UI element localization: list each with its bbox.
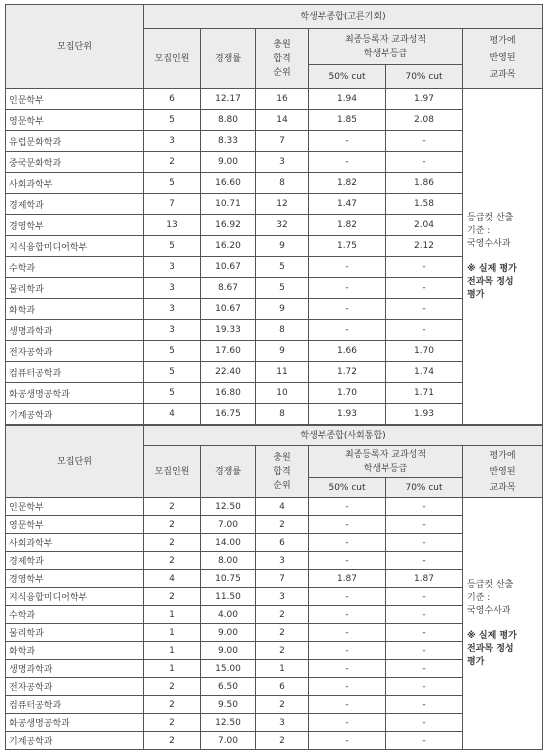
competition-cell: 10.67 — [201, 299, 256, 320]
cut70-cell: 1.86 — [386, 173, 463, 194]
unit-cell: 화학과 — [6, 642, 144, 660]
unit-cell: 화공생명공학과 — [6, 383, 144, 404]
competition-cell: 8.80 — [201, 110, 256, 131]
competition-cell: 8.33 — [201, 131, 256, 152]
competition-cell: 11.50 — [201, 588, 256, 606]
recruit-cell: 3 — [144, 131, 201, 152]
rank-cell: 2 — [256, 696, 309, 714]
unit-cell: 기계공학과 — [6, 404, 144, 425]
unit-cell: 생명과학과 — [6, 660, 144, 678]
cut50-cell: - — [309, 678, 386, 696]
competition-cell: 22.40 — [201, 362, 256, 383]
table-body — [6, 89, 543, 425]
competition-cell: 8.67 — [201, 278, 256, 299]
unit-cell: 지식융합미디어학부 — [6, 588, 144, 606]
unit-cell: 기계공학과 — [6, 732, 144, 750]
recruit-cell: 3 — [144, 299, 201, 320]
header-cut70: 70% cut — [386, 478, 463, 498]
note-line2: 기준 : — [467, 592, 491, 603]
header-unit: 모집단위 — [6, 426, 144, 498]
unit-cell: 물리학과 — [6, 278, 144, 299]
cut50-cell: - — [309, 660, 386, 678]
table-row — [6, 714, 543, 732]
table-row — [6, 110, 543, 131]
table-row — [6, 257, 543, 278]
unit-cell: 컴퓨터공학과 — [6, 362, 144, 383]
cut70-cell: - — [386, 588, 463, 606]
cut50-cell: 1.75 — [309, 236, 386, 257]
cut50-cell: 1.93 — [309, 404, 386, 425]
recruit-cell: 5 — [144, 173, 201, 194]
cut70-cell: 1.71 — [386, 383, 463, 404]
rank-cell: 9 — [256, 299, 309, 320]
table-row — [6, 131, 543, 152]
competition-cell: 4.00 — [201, 606, 256, 624]
note-line4: ※ 실제 평가 — [467, 263, 517, 274]
rank-cell: 11 — [256, 362, 309, 383]
competition-cell: 16.92 — [201, 215, 256, 236]
competition-cell: 16.20 — [201, 236, 256, 257]
note-line4: ※ 실제 평가 — [467, 630, 517, 641]
table-row — [6, 534, 543, 552]
note-line3: 국영수사과 — [467, 238, 511, 249]
recruit-cell: 2 — [144, 498, 201, 516]
rank-cell: 10 — [256, 383, 309, 404]
recruit-cell: 2 — [144, 714, 201, 732]
header-rank: 충원 합격 순위 — [256, 446, 309, 498]
header-competition: 경쟁률 — [201, 29, 256, 89]
cut50-cell: 1.66 — [309, 341, 386, 362]
unit-cell: 경제학과 — [6, 194, 144, 215]
recruit-cell: 6 — [144, 89, 201, 110]
table-row — [6, 152, 543, 173]
note-line1: 등급컷 산출 — [467, 212, 514, 223]
header-recruit: 모집인원 — [144, 29, 201, 89]
cut50-cell: - — [309, 624, 386, 642]
cut70-cell: - — [386, 732, 463, 750]
unit-cell: 컴퓨터공학과 — [6, 696, 144, 714]
table-row — [6, 236, 543, 257]
rank-cell: 3 — [256, 552, 309, 570]
cut50-cell: 1.94 — [309, 89, 386, 110]
recruit-cell: 1 — [144, 606, 201, 624]
cut70-cell: - — [386, 642, 463, 660]
note-line6: 평가 — [467, 289, 485, 300]
competition-cell: 9.00 — [201, 624, 256, 642]
cut70-cell: 1.87 — [386, 570, 463, 588]
header-group: 학생부종합(고른기회) — [144, 5, 543, 29]
unit-cell: 화공생명공학과 — [6, 714, 144, 732]
recruit-cell: 5 — [144, 341, 201, 362]
unit-cell: 인문학부 — [6, 89, 144, 110]
cut70-cell: - — [386, 278, 463, 299]
rank-cell: 3 — [256, 588, 309, 606]
competition-cell: 6.50 — [201, 678, 256, 696]
cut50-cell: - — [309, 642, 386, 660]
rank-cell: 8 — [256, 404, 309, 425]
unit-cell: 전자공학과 — [6, 678, 144, 696]
competition-cell: 10.71 — [201, 194, 256, 215]
cut70-cell: - — [386, 152, 463, 173]
competition-cell: 15.00 — [201, 660, 256, 678]
cut70-cell: - — [386, 299, 463, 320]
header-subject: 평가에 반영된 교과목 — [463, 29, 543, 89]
competition-cell: 7.00 — [201, 732, 256, 750]
cut70-cell: 1.93 — [386, 404, 463, 425]
recruit-cell: 3 — [144, 278, 201, 299]
recruit-cell: 7 — [144, 194, 201, 215]
cut70-cell: 1.58 — [386, 194, 463, 215]
note-line6: 평가 — [467, 656, 485, 667]
cut50-cell: - — [309, 588, 386, 606]
table-row — [6, 570, 543, 588]
recruit-cell: 3 — [144, 257, 201, 278]
competition-cell: 12.17 — [201, 89, 256, 110]
unit-cell: 지식융합미디어학부 — [6, 236, 144, 257]
recruit-cell: 1 — [144, 642, 201, 660]
cut50-cell: - — [309, 152, 386, 173]
rank-cell: 2 — [256, 642, 309, 660]
rank-cell: 2 — [256, 606, 309, 624]
table-row — [6, 696, 543, 714]
table-row — [6, 341, 543, 362]
unit-cell: 유럽문화학과 — [6, 131, 144, 152]
competition-cell: 10.75 — [201, 570, 256, 588]
cut50-cell: - — [309, 257, 386, 278]
header-competition: 경쟁률 — [201, 446, 256, 498]
recruit-cell: 2 — [144, 588, 201, 606]
note-line3: 국영수사과 — [467, 605, 511, 616]
rank-cell: 5 — [256, 278, 309, 299]
table-row — [6, 588, 543, 606]
rank-cell: 9 — [256, 341, 309, 362]
rank-cell: 16 — [256, 89, 309, 110]
cut70-cell: 2.08 — [386, 110, 463, 131]
note-line2: 기준 : — [467, 225, 491, 236]
cut70-cell: - — [386, 534, 463, 552]
table-row — [6, 278, 543, 299]
cut50-cell: 1.87 — [309, 570, 386, 588]
rank-cell: 12 — [256, 194, 309, 215]
table-row — [6, 552, 543, 570]
cut70-cell: - — [386, 696, 463, 714]
header-cut50: 50% cut — [309, 65, 386, 89]
table-row — [6, 678, 543, 696]
cut50-cell: - — [309, 732, 386, 750]
cut70-cell: - — [386, 498, 463, 516]
unit-cell: 사회과학부 — [6, 173, 144, 194]
rank-cell: 4 — [256, 498, 309, 516]
competition-cell: 9.00 — [201, 642, 256, 660]
recruit-cell: 5 — [144, 236, 201, 257]
table-row — [6, 299, 543, 320]
unit-cell: 화학과 — [6, 299, 144, 320]
table-row — [6, 660, 543, 678]
header-rank: 충원 합격 순위 — [256, 29, 309, 89]
cut70-cell: - — [386, 131, 463, 152]
header-group: 학생부종합(사회통합) — [144, 426, 543, 446]
recruit-cell: 5 — [144, 362, 201, 383]
cut50-cell: - — [309, 299, 386, 320]
rank-cell: 32 — [256, 215, 309, 236]
unit-cell: 인문학부 — [6, 498, 144, 516]
recruit-cell: 2 — [144, 552, 201, 570]
cut50-cell: - — [309, 498, 386, 516]
cut70-cell: 1.74 — [386, 362, 463, 383]
cut50-cell: 1.82 — [309, 173, 386, 194]
unit-cell: 중국문화학과 — [6, 152, 144, 173]
header-cut70: 70% cut — [386, 65, 463, 89]
cut70-cell: - — [386, 552, 463, 570]
header-unit: 모집단위 — [6, 5, 144, 89]
unit-cell: 경제학과 — [6, 552, 144, 570]
table-body — [6, 498, 543, 750]
cut50-cell: - — [309, 516, 386, 534]
competition-cell: 17.60 — [201, 341, 256, 362]
competition-cell: 16.80 — [201, 383, 256, 404]
cut70-cell: - — [386, 257, 463, 278]
rank-cell: 3 — [256, 714, 309, 732]
cut50-cell: - — [309, 696, 386, 714]
note-line5: 전과목 정성 — [467, 276, 514, 287]
unit-cell: 전자공학과 — [6, 341, 144, 362]
table-row — [6, 404, 543, 425]
header-cut50: 50% cut — [309, 478, 386, 498]
rank-cell: 14 — [256, 110, 309, 131]
recruit-cell: 5 — [144, 383, 201, 404]
competition-cell: 16.75 — [201, 404, 256, 425]
cut50-cell: 1.72 — [309, 362, 386, 383]
note-line5: 전과목 정성 — [467, 643, 514, 654]
cut50-cell: 1.85 — [309, 110, 386, 131]
unit-cell: 경영학부 — [6, 215, 144, 236]
rank-cell: 1 — [256, 660, 309, 678]
cut70-cell: - — [386, 606, 463, 624]
rank-cell: 6 — [256, 678, 309, 696]
unit-cell: 사회과학부 — [6, 534, 144, 552]
competition-cell: 12.50 — [201, 498, 256, 516]
table-row — [6, 624, 543, 642]
table-row — [6, 606, 543, 624]
recruit-cell: 4 — [144, 404, 201, 425]
recruit-cell: 2 — [144, 516, 201, 534]
cut70-cell: 1.70 — [386, 341, 463, 362]
cut50-cell: - — [309, 278, 386, 299]
rank-cell: 7 — [256, 131, 309, 152]
recruit-cell: 1 — [144, 660, 201, 678]
recruit-cell: 2 — [144, 696, 201, 714]
cut70-cell: - — [386, 516, 463, 534]
unit-cell: 물리학과 — [6, 624, 144, 642]
recruit-cell: 2 — [144, 732, 201, 750]
competition-cell: 9.50 — [201, 696, 256, 714]
cut50-cell: - — [309, 606, 386, 624]
competition-cell: 8.00 — [201, 552, 256, 570]
unit-cell: 경영학부 — [6, 570, 144, 588]
unit-cell: 영문학부 — [6, 516, 144, 534]
competition-cell: 16.60 — [201, 173, 256, 194]
cut70-cell: - — [386, 660, 463, 678]
unit-cell: 수학과 — [6, 257, 144, 278]
rank-cell: 8 — [256, 173, 309, 194]
cut50-cell: 1.82 — [309, 215, 386, 236]
admission-table-sahoetonghap — [5, 425, 543, 750]
header-subject: 평가에 반영된 교과목 — [463, 446, 543, 498]
table-row — [6, 362, 543, 383]
cut70-cell: - — [386, 714, 463, 732]
cut50-cell: - — [309, 552, 386, 570]
unit-cell: 수학과 — [6, 606, 144, 624]
recruit-cell: 2 — [144, 152, 201, 173]
cut70-cell: - — [386, 678, 463, 696]
recruit-cell: 3 — [144, 320, 201, 341]
table-row — [6, 516, 543, 534]
cut70-cell: 2.04 — [386, 215, 463, 236]
cut50-cell: - — [309, 320, 386, 341]
cut70-cell: 1.97 — [386, 89, 463, 110]
table-row — [6, 642, 543, 660]
rank-cell: 2 — [256, 516, 309, 534]
table-row — [6, 194, 543, 215]
competition-cell: 19.33 — [201, 320, 256, 341]
admission-table-goreungihoe — [5, 4, 543, 425]
cut50-cell: - — [309, 534, 386, 552]
subject-note — [463, 498, 543, 750]
recruit-cell: 13 — [144, 215, 201, 236]
cut50-cell: - — [309, 714, 386, 732]
rank-cell: 6 — [256, 534, 309, 552]
rank-cell: 9 — [256, 236, 309, 257]
table-row — [6, 215, 543, 236]
cut50-cell: 1.70 — [309, 383, 386, 404]
header-grade: 최종등록자 교과성적 학생부등급 — [309, 446, 463, 478]
competition-cell: 14.00 — [201, 534, 256, 552]
recruit-cell: 1 — [144, 624, 201, 642]
table-row — [6, 383, 543, 404]
rank-cell: 3 — [256, 152, 309, 173]
table-row — [6, 320, 543, 341]
table-row — [6, 732, 543, 750]
recruit-cell: 2 — [144, 534, 201, 552]
cut70-cell: - — [386, 624, 463, 642]
table-row — [6, 173, 543, 194]
header-recruit: 모집인원 — [144, 446, 201, 498]
unit-cell: 생명과학과 — [6, 320, 144, 341]
note-line1: 등급컷 산출 — [467, 579, 514, 590]
rank-cell: 7 — [256, 570, 309, 588]
cut50-cell: - — [309, 131, 386, 152]
recruit-cell: 2 — [144, 678, 201, 696]
rank-cell: 5 — [256, 257, 309, 278]
subject-note — [463, 89, 543, 425]
recruit-cell: 4 — [144, 570, 201, 588]
rank-cell: 2 — [256, 732, 309, 750]
competition-cell: 7.00 — [201, 516, 256, 534]
table-row — [6, 89, 543, 110]
header-grade: 최종등록자 교과성적 학생부등급 — [309, 29, 463, 65]
cut50-cell: 1.47 — [309, 194, 386, 215]
cut70-cell: 2.12 — [386, 236, 463, 257]
recruit-cell: 5 — [144, 110, 201, 131]
competition-cell: 12.50 — [201, 714, 256, 732]
table-row — [6, 498, 543, 516]
competition-cell: 10.67 — [201, 257, 256, 278]
rank-cell: 8 — [256, 320, 309, 341]
rank-cell: 2 — [256, 624, 309, 642]
cut70-cell: - — [386, 320, 463, 341]
competition-cell: 9.00 — [201, 152, 256, 173]
unit-cell: 영문학부 — [6, 110, 144, 131]
